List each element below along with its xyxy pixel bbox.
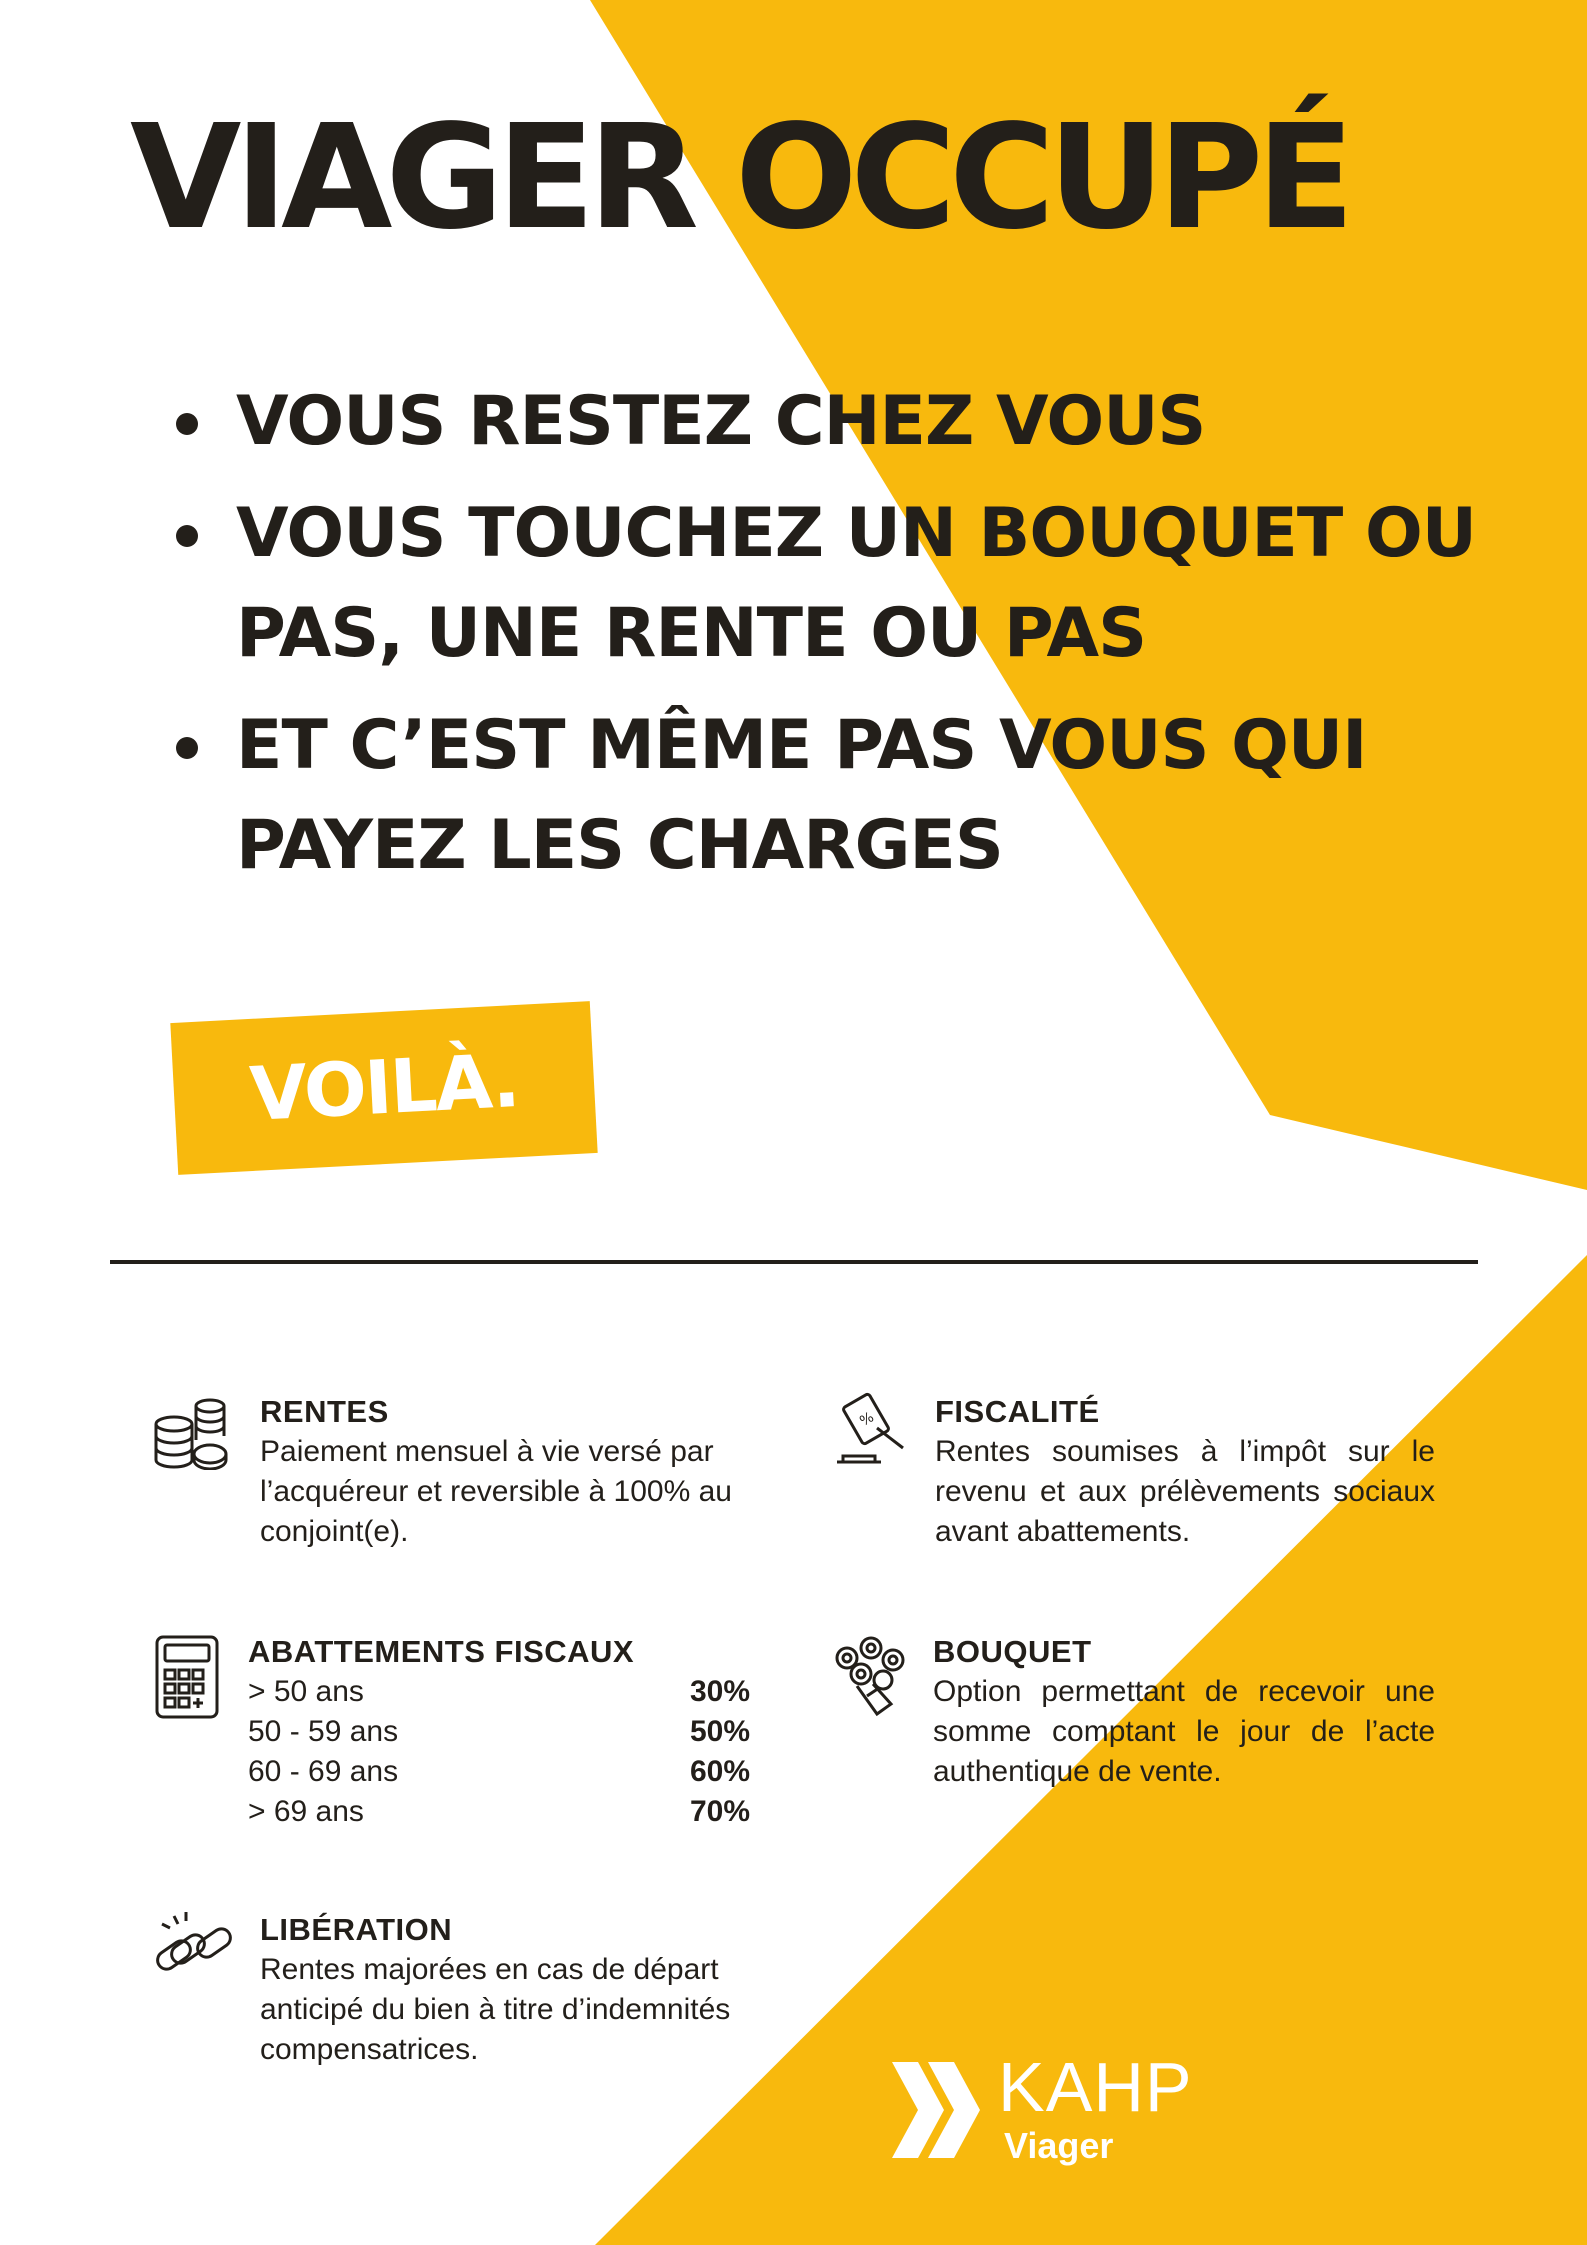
- age-range: 50 - 59 ans: [248, 1715, 399, 1748]
- rentes-heading: RENTES: [260, 1394, 389, 1429]
- section-divider: [110, 1260, 1478, 1264]
- fiscalite-heading: FISCALITÉ: [935, 1394, 1100, 1429]
- liberation-text: [260, 1910, 750, 2070]
- table-row: [248, 1672, 750, 1712]
- fiscalite-body: Rentes soumises à l’impôt sur le revenu et aux prélèvements sociaux avant abattements.: [935, 1435, 1435, 1548]
- table-row: [248, 1712, 750, 1752]
- table-row: [248, 1792, 750, 1832]
- abatement-rate: 30%: [689, 1675, 750, 1708]
- age-range: 60 - 69 ans: [248, 1755, 399, 1788]
- benefit-item: [170, 696, 1480, 896]
- bouquet-heading: BOUQUET: [933, 1634, 1092, 1669]
- abatement-rate: 60%: [689, 1755, 750, 1788]
- rentes-text: [260, 1392, 750, 1552]
- bouquet-body: Option permettant de recevoir une somme comptant le jour de l’acte authentique de vente.: [933, 1675, 1435, 1788]
- benefits-list: [170, 372, 1480, 908]
- benefit-text: ET C’EST MÊME PAS VOUS QUI PAYEZ LES CHARGES: [236, 706, 1367, 885]
- logo-brand: KAHP: [998, 2048, 1193, 2126]
- page-title: VIAGER OCCUPÉ: [130, 93, 1348, 261]
- broken-chain-icon: [152, 1910, 236, 1986]
- coins-icon: [152, 1394, 230, 1470]
- kahp-logo: [888, 2048, 1228, 2182]
- abattements-text: [248, 1632, 750, 1832]
- logo-subtitle: Viager: [1004, 2125, 1114, 2166]
- svg-text:%: %: [857, 1409, 877, 1430]
- liberation-heading: LIBÉRATION: [260, 1912, 453, 1947]
- flower-bouquet-icon: [827, 1634, 913, 1720]
- rentes-body: Paiement mensuel à vie versé par l’acquéreur et reversible à 100% au conjoint(e).: [260, 1435, 732, 1548]
- bullet-dot-icon: [176, 413, 198, 435]
- bouquet-text: [933, 1632, 1435, 1792]
- bullet-dot-icon: [176, 525, 198, 547]
- chevron-double-right-icon: [888, 2058, 988, 2162]
- benefit-text: VOUS RESTEZ CHEZ VOUS: [236, 382, 1206, 461]
- tagline-text: VOILÀ.: [247, 1038, 521, 1138]
- abattements-heading: ABATTEMENTS FISCAUX: [248, 1634, 635, 1669]
- bullet-dot-icon: [176, 737, 198, 759]
- benefit-item: [170, 372, 1480, 472]
- age-range: > 50 ans: [248, 1675, 364, 1708]
- calculator-icon: [154, 1634, 220, 1720]
- fiscalite-text: [935, 1392, 1435, 1552]
- abatement-rate: 70%: [689, 1795, 750, 1828]
- liberation-body: Rentes majorées en cas de départ anticipé du bien à titre d’indemnités compensatrices.: [260, 1953, 731, 2066]
- age-range: > 69 ans: [248, 1795, 364, 1828]
- abattements-table: [248, 1672, 750, 1832]
- benefit-item: [170, 484, 1480, 684]
- table-row: [248, 1752, 750, 1792]
- abatement-rate: 50%: [689, 1715, 750, 1748]
- gavel-percent-icon: [829, 1390, 913, 1474]
- tagline-badge: [170, 1001, 597, 1175]
- benefit-text: VOUS TOUCHEZ UN BOUQUET OU PAS, UNE RENTE OU PAS: [236, 494, 1476, 673]
